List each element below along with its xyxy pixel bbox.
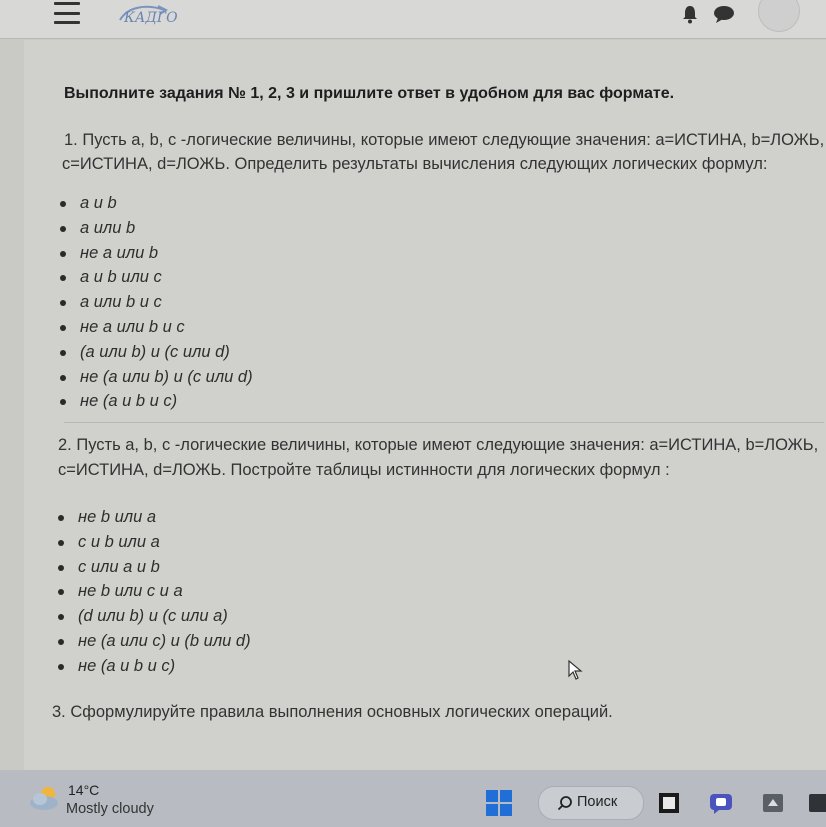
formula-list-item <box>58 315 253 340</box>
search-label: Поиск <box>577 794 618 810</box>
hamburger-icon[interactable] <box>54 0 80 24</box>
task1-formula-list <box>58 191 253 414</box>
app-icon[interactable] <box>760 790 786 816</box>
formula-text: не (а и b и с) <box>78 656 176 675</box>
logo-icon[interactable] <box>118 2 178 30</box>
formula-text: не b или а <box>78 508 157 526</box>
task3-text: 3. Сформулируйте правила выполнения основных логических операций. <box>52 703 613 721</box>
formula-text: (а или b) и (с или d) <box>80 342 230 361</box>
task2-formula-list <box>56 505 251 679</box>
formula-list-item <box>58 290 253 315</box>
formula-text: не b или с и а <box>78 582 183 601</box>
formula-text: не а или b и с <box>80 317 185 336</box>
bell-icon[interactable] <box>680 4 700 24</box>
avatar-icon[interactable] <box>758 0 800 32</box>
formula-list-item <box>58 389 253 414</box>
formula-list-item <box>56 530 251 555</box>
search-icon <box>557 795 573 811</box>
section-divider <box>64 422 824 423</box>
taskbar <box>0 770 826 827</box>
formula-list-item <box>58 241 253 266</box>
formula-text: с или а и b <box>78 557 160 576</box>
mouse-cursor-icon <box>568 660 584 680</box>
formula-text: не а или b <box>80 243 159 262</box>
logo-text: КАДГО <box>124 10 178 26</box>
page-heading: Выполните задания № 1, 2, 3 и пришлите ответ в удобном для вас формате. <box>64 85 675 102</box>
task1-text-line1: 1. Пусть a, b, c -логические величины, которые имеют следующие значения: a=ИСТИНА, b=ЛОЖЬ, <box>64 131 825 149</box>
formula-list-item <box>56 604 251 629</box>
task2-text-line1: 2. Пусть a, b, c -логические величины, которые имеют следующие значения: a=ИСТИНА, b=ЛОЖЬ, <box>58 436 819 454</box>
formula-list-item <box>58 340 253 365</box>
formula-list-item <box>56 654 251 679</box>
cloud-icon[interactable] <box>28 784 62 812</box>
chat-icon[interactable] <box>713 4 735 24</box>
formula-text: с и b или а <box>78 532 160 551</box>
formula-list-item <box>58 365 253 390</box>
top-app-bar <box>0 0 826 39</box>
formula-text: а и b или с <box>80 268 162 287</box>
task-view-icon[interactable] <box>656 790 682 816</box>
formula-text: а и b <box>80 194 117 212</box>
task2-text-line2: c=ИСТИНА, d=ЛОЖЬ. Постройте таблицы истинности для логических формул : <box>58 461 670 479</box>
formula-list-item <box>58 265 253 290</box>
formula-text: а или b и с <box>80 293 162 312</box>
teams-chat-icon[interactable] <box>708 790 734 816</box>
app-icon-partial[interactable] <box>806 790 826 816</box>
weather-temperature[interactable]: 14°C <box>68 782 100 798</box>
formula-text: не (а или с) и (b или d) <box>78 631 251 650</box>
taskbar-search-button[interactable] <box>538 786 644 820</box>
weather-condition[interactable]: Mostly cloudy <box>66 801 154 817</box>
formula-text: а или b <box>80 218 136 237</box>
formula-list-item <box>58 191 253 216</box>
formula-list-item <box>56 505 251 530</box>
formula-list-item <box>56 629 251 654</box>
formula-list-item <box>58 216 253 241</box>
windows-start-icon[interactable] <box>486 790 512 816</box>
formula-text: не (а и b и с) <box>80 392 178 411</box>
formula-list-item <box>56 555 251 580</box>
formula-list-item <box>56 579 251 604</box>
task1-text-line2: c=ИСТИНА, d=ЛОЖЬ. Определить результаты вычисления следующих логических формул: <box>62 155 768 173</box>
formula-text: не (а или b) и (с или d) <box>80 367 253 386</box>
formula-text: (d или b) и (с или а) <box>78 607 228 626</box>
